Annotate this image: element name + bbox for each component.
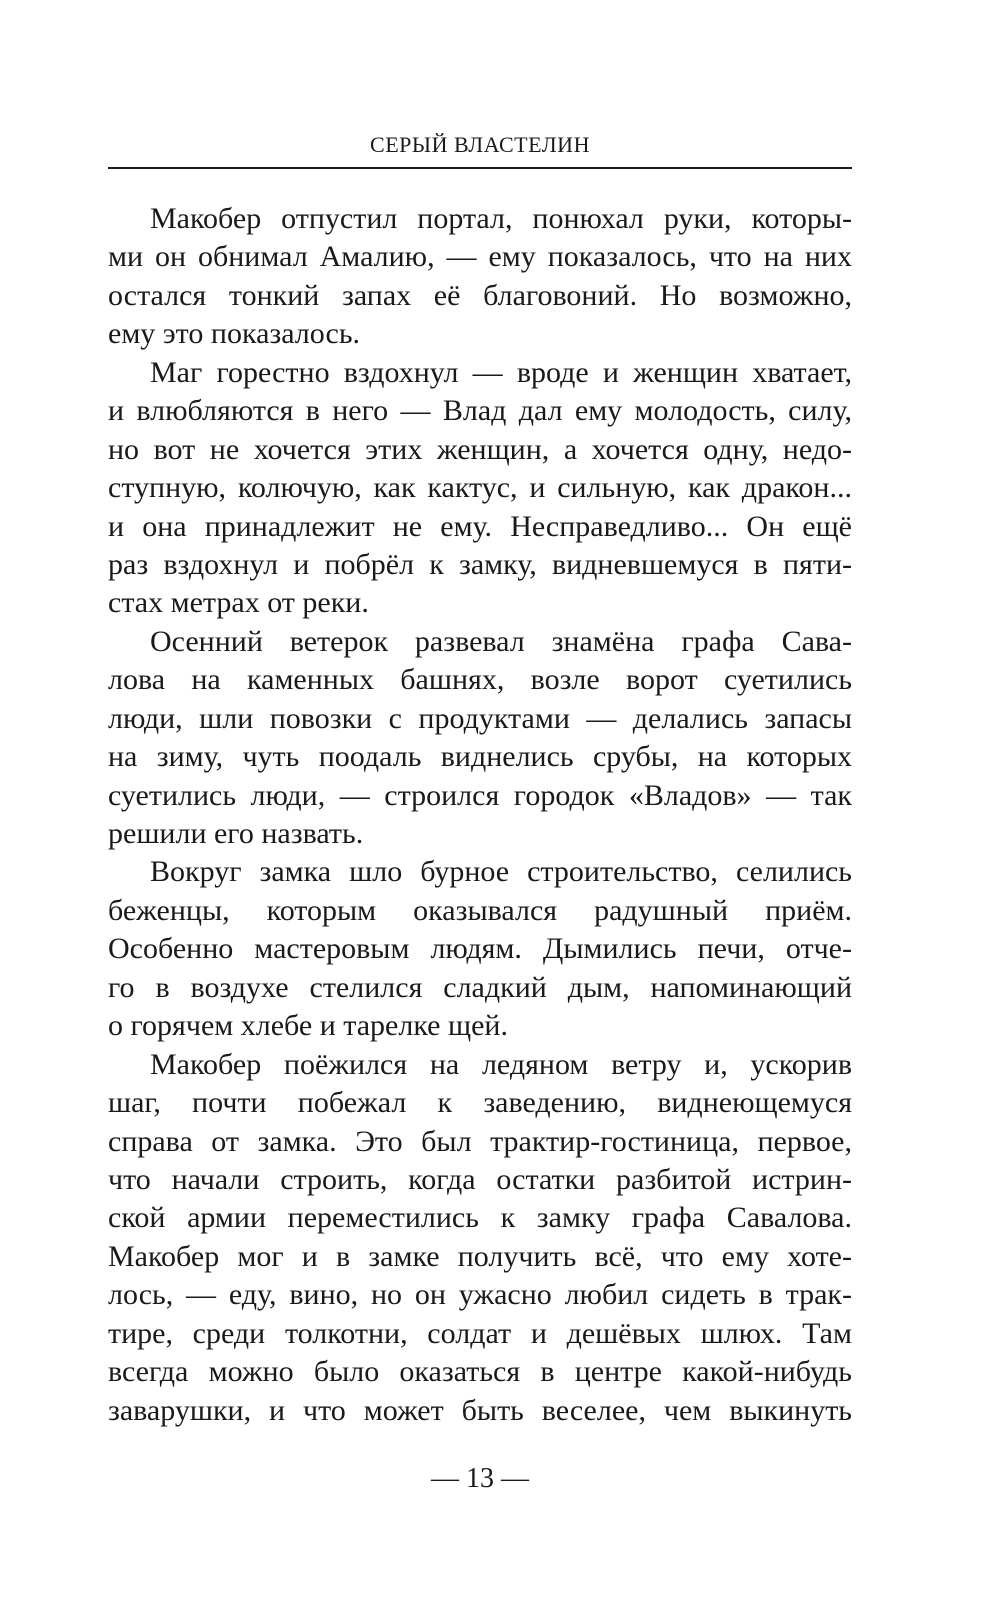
text-line: Особенно мастеровым людям. Дымились печи, отче- [108,932,852,966]
text-line: что начали строить, когда остатки разбитой истрин- [108,1162,852,1196]
text-line: Осенний ветерок развевал знамёна графа Сава- [150,624,852,658]
text-line: суетились люди, — строился городок «Владов» — так [108,778,852,812]
text-line: стах метрах от реки. [108,586,369,620]
text-line: ми он обнимал Амалию, — ему показалось, что на них [108,240,852,274]
text-line: го в воздухе стелился сладкий дым, напоминающий [108,970,852,1004]
text-line: на зиму, чуть поодаль виднелись срубы, на которых [108,740,852,774]
text-line: Макобер отпустил портал, понюхал руки, которы- [150,202,852,235]
text-line: лось, — еду, вино, но он ужасно любил сидеть в трак- [108,1278,852,1312]
text-line: люди, шли повозки с продуктами — делались запасы [108,701,852,735]
text-line: но вот не хочется этих женщин, а хочется одну, недо- [108,432,852,466]
text-line: Вокруг замка шло бурное строительство, селились [150,855,852,889]
text-line: остался тонкий запах её благовоний. Но возможно, [108,278,852,312]
text-line: шаг, почти побежал к заведению, виднеющемуся [108,1086,852,1120]
text-line: Макобер мог и в замке получить всё, что ему хоте- [108,1239,852,1273]
body-text [108,200,852,1430]
text-line: заварушки, и что может быть веселее, чем выкинуть [108,1393,852,1427]
text-line: тире, среди толкотни, солдат и дешёвых шлюх. Там [108,1316,852,1350]
text-line: и влюбляются в него — Влад дал ему молодость, силу, [108,394,852,428]
text-line: Макобер поёжился на ледяном ветру и, ускорив [150,1047,852,1081]
text-line: ской армии переместились к замку графа Савалова. [108,1201,852,1235]
running-head: СЕРЫЙ ВЛАСТЕЛИН [370,132,590,157]
page-number: — 13 — [431,1463,529,1494]
text-line: раз вздохнул и побрёл к замку, видневшемуся в пяти- [108,547,852,581]
text-line: справа от замка. Это был трактир-гостиница, первое, [108,1124,852,1158]
header-rule [108,167,852,169]
text-line: и она принадлежит не ему. Несправедливо... Он ещё [108,509,852,543]
text-line: беженцы, которым оказывался радушный приём. [108,893,852,927]
text-line: всегда можно было оказаться в центре какой-нибудь [108,1355,852,1389]
text-line: ступную, колючую, как кактус, и сильную, как дракон... [108,471,852,505]
text-line: ему это показалось. [108,317,361,351]
text-line: лова на каменных башнях, возле ворот суетились [108,663,852,697]
text-line: Маг горестно вздохнул — вроде и женщин хватает, [150,355,852,389]
text-line: о горячем хлебе и тарелке щей. [108,1009,508,1043]
text-line: решили его назвать. [108,817,364,850]
